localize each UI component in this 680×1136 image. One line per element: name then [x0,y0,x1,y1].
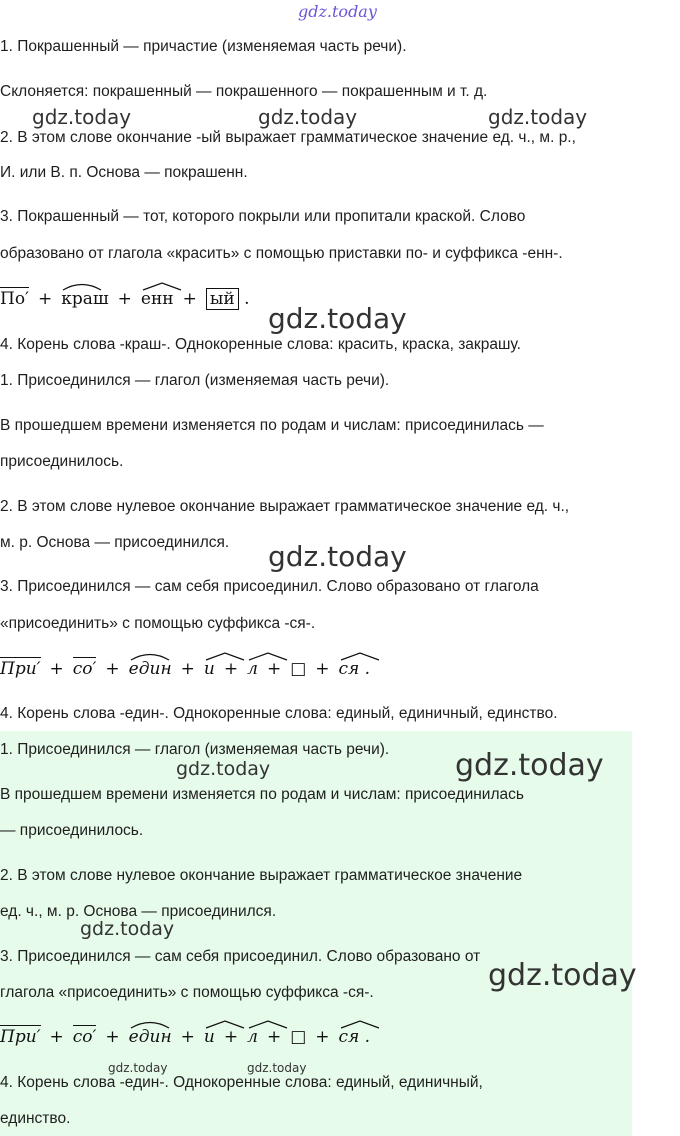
answer-line: 4. Корень слова -краш-. Однокоренные слова: красить, краска, закрашу. [0,336,521,353]
answer-line: 2. В этом слове окончание -ый выражает грамматическое значение ед. ч., м. р., [0,129,576,146]
root-part: един [129,659,172,679]
suffix-part: и [204,659,215,679]
prefix-part: При′ [0,659,41,679]
watermark: gdz.today [488,958,637,993]
watermark: gdz.today [268,302,407,335]
answer-line: м. р. Основа — присоединился. [0,534,230,551]
suffix-part: и [204,1027,215,1047]
watermark: gdz.today [80,918,175,940]
answer-line: 2. В этом слове нулевое окончание выражает грамматическое значение ед. ч., [0,498,570,515]
prefix-part: со′ [72,659,97,679]
answer-line: «присоединить» с помощью суффикса -ся-. [0,615,316,632]
morpheme-formula: При′ + со′ + един + и + л + □ + ся . [0,1025,370,1047]
suffix-part: л [247,1027,258,1047]
suffix-part: енн [141,289,174,309]
prefix-part: По′ [0,289,29,309]
site-logo[interactable]: gdz.today [298,2,377,21]
watermark: gdz.today [268,540,407,573]
answer-line: ед. ч., м. р. Основа — присоединился. [0,903,277,920]
null-ending-box: □ [290,1027,307,1047]
suffix-part: л [247,659,258,679]
answer-line: образовано от глагола «красить» с помощью приставки по- и суффикса -енн-. [0,245,563,262]
prefix-part: со′ [72,1027,97,1047]
root-part: един [129,1027,172,1047]
watermark: gdz.today [108,1061,168,1075]
answer-line: присоединилось. [0,453,124,470]
prefix-part: При′ [0,1027,41,1047]
answer-line: В прошедшем времени изменяется по родам и числам: присоединилась [0,786,524,803]
watermark: gdz.today [247,1061,307,1075]
answer-line: единство. [0,1110,71,1127]
null-ending-box: □ [290,659,307,679]
answer-line: 1. Покрашенный — причастие (изменяемая часть речи). [0,38,407,55]
answer-line: 3. Присоединился — сам себя присоединил. Слово образовано от [0,948,481,965]
answer-line: 2. В этом слове нулевое окончание выражает грамматическое значение [0,867,523,884]
answer-line: 4. Корень слова -един-. Однокоренные слова: единый, единичный, единство. [0,705,558,722]
answer-line: В прошедшем времени изменяется по родам и числам: присоединилась — [0,417,544,434]
postfix-part: ся [339,1027,360,1047]
answer-line: 3. Покрашенный — тот, которого покрыли или пропитали краской. Слово [0,208,526,225]
watermark: gdz.today [176,758,271,780]
watermark: gdz.today [455,748,604,783]
root-part: краш [61,289,108,309]
morpheme-formula: По′ + краш + енн + ый . [0,287,250,310]
answer-line: 3. Присоединился — сам себя присоединил. Слово образовано от глагола [0,578,539,595]
watermark: gdz.today [488,105,588,129]
ending-part: ый [206,288,239,310]
watermark: gdz.today [32,105,132,129]
morpheme-formula: При′ + со′ + един + и + л + □ + ся . [0,657,370,679]
answer-line: 1. Присоединился — глагол (изменяемая часть речи). [0,741,390,758]
watermark: gdz.today [258,105,358,129]
answer-line: — присоединилось. [0,822,144,839]
answer-line: 4. Корень слова -един-. Однокоренные слова: единый, единичный, [0,1074,483,1091]
answer-line: И. или В. п. Основа — покрашенн. [0,164,248,181]
answer-line: глагола «присоединить» с помощью суффикса -ся-. [0,984,374,1001]
postfix-part: ся [339,659,360,679]
answer-line: 1. Присоединился — глагол (изменяемая часть речи). [0,372,390,389]
answer-line: Склоняется: покрашенный — покрашенного — покрашенным и т. д. [0,83,488,100]
